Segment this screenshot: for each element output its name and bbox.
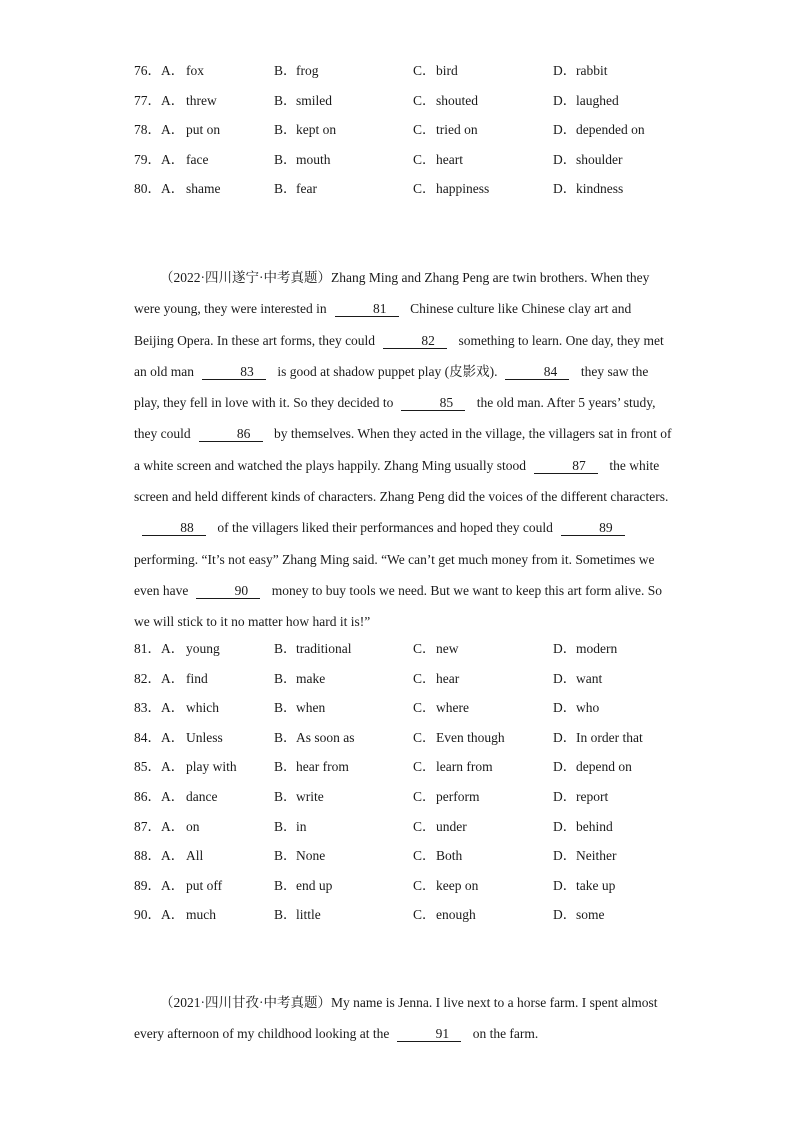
option-c: hear [436, 670, 460, 686]
option-c-label: C． [413, 641, 436, 656]
passage-2021-ganzi [134, 987, 674, 1050]
option-b-label: B． [274, 670, 297, 686]
option-d: modern [576, 641, 618, 656]
passage-text [134, 262, 674, 638]
question-row [0, 752, 800, 782]
blank-81: 81 [335, 301, 399, 317]
question-row [0, 812, 800, 842]
question-number: 90．A． [134, 907, 185, 923]
question-number: 77．A． [134, 92, 185, 108]
option-a: put off [186, 877, 223, 893]
option-d: take up [576, 877, 616, 893]
question-row [0, 664, 800, 694]
option-b: when [296, 700, 326, 716]
question-number: 78．A． [134, 122, 185, 138]
question-row [0, 693, 800, 723]
blank-84: 84 [505, 364, 569, 380]
question-row [0, 145, 800, 175]
question-row [0, 86, 800, 116]
option-d-label: D． [553, 818, 577, 834]
option-b-label: B． [274, 789, 297, 804]
option-c-label: C． [413, 877, 436, 893]
option-c-label: C． [413, 789, 436, 804]
option-d: laughed [576, 92, 619, 108]
option-b-label: B． [274, 818, 297, 834]
option-b-label: B． [274, 759, 297, 775]
question-number: 84．A． [134, 729, 185, 745]
option-d-label: D． [553, 92, 577, 108]
option-c: under [436, 818, 467, 834]
option-d: shoulder [576, 151, 623, 167]
option-d: Neither [576, 848, 617, 864]
question-row [0, 782, 800, 812]
option-b-label: B． [274, 92, 297, 108]
question-number: 85．A． [134, 759, 185, 775]
passage-sentence: on the farm. [469, 1026, 539, 1042]
option-a: on [186, 818, 200, 834]
question-row [0, 900, 800, 930]
question-number: 80．A． [134, 181, 185, 197]
option-c-label: C． [413, 122, 436, 138]
option-d: some [576, 907, 605, 923]
option-a: shame [186, 181, 221, 197]
passage-sentence: is good at shadow puppet play (皮影戏). [274, 363, 498, 379]
question-row [0, 56, 800, 86]
blank-91: 91 [397, 1026, 461, 1042]
option-d-label: D． [553, 151, 577, 167]
option-b: hear from [296, 759, 349, 775]
question-row [0, 115, 800, 145]
option-c: tried on [436, 122, 478, 138]
option-b-label: B． [274, 848, 297, 864]
passage-sentence: Zhang Ming and Zhang Peng are twin brothers. When they were young, they were interested in [134, 270, 650, 317]
option-a: threw [186, 92, 217, 108]
passage-sentence: performing. “It’s not easy” Zhang Ming said. “We can’t get much money from it. Sometimes we even have [134, 551, 655, 598]
option-d: want [576, 670, 603, 686]
passage-sentence: of the villagers liked their performances and hoped they could [214, 520, 553, 536]
question-number: 88．A． [134, 848, 185, 864]
option-b: smiled [296, 92, 332, 108]
option-d: behind [576, 818, 613, 834]
option-c: new [436, 641, 459, 656]
option-d-label: D． [553, 641, 577, 656]
option-d: kindness [576, 181, 624, 197]
option-d-label: D． [553, 181, 577, 197]
option-b: little [296, 907, 321, 923]
option-c-label: C． [413, 759, 436, 775]
option-c: Even though [436, 729, 505, 745]
blank-89: 89 [561, 520, 625, 536]
question-row [0, 174, 800, 204]
question-row [0, 723, 800, 753]
option-c-label: C． [413, 729, 436, 745]
source-label: （2022·四川遂宁·中考真题） [160, 270, 331, 285]
option-a: Unless [186, 729, 223, 745]
passage-sentence: Chinese culture like Chinese clay art and Beijing Opera. In these art forms, they could [134, 301, 632, 348]
option-b-label: B． [274, 729, 297, 745]
passage-sentence: they saw the play, they fell in love with it. So they decided to [134, 363, 649, 411]
option-c-label: C． [413, 151, 436, 167]
option-c-label: C． [413, 670, 436, 686]
option-d: who [576, 700, 600, 716]
blank-90: 90 [196, 583, 260, 599]
option-b-label: B． [274, 151, 297, 167]
option-d-label: D． [553, 63, 577, 78]
option-d: report [576, 789, 609, 804]
option-d-label: D． [553, 877, 577, 893]
blank-87: 87 [534, 458, 598, 474]
option-b: end up [296, 877, 333, 893]
question-row [0, 871, 800, 901]
question-number: 82．A． [134, 670, 185, 686]
option-a: All [186, 848, 204, 864]
option-b: write [296, 789, 324, 804]
option-b-label: B． [274, 181, 297, 197]
passage-sentence: money to buy tools we need. But we want to keep this art form alive. So we will stick to it no matter how hard it is!” [134, 582, 663, 630]
question-number: 83．A． [134, 700, 185, 716]
question-number: 86．A． [134, 789, 185, 804]
option-d-label: D． [553, 122, 577, 138]
passage-2022-suining [134, 262, 674, 638]
option-b: frog [296, 63, 319, 78]
question-number: 76．A． [134, 63, 185, 78]
option-c: enough [436, 907, 476, 923]
option-d: rabbit [576, 63, 608, 78]
question-row [0, 841, 800, 871]
option-d-label: D． [553, 729, 577, 745]
passage-text [134, 987, 674, 1050]
option-b: make [296, 670, 326, 686]
option-b-label: B． [274, 122, 297, 138]
option-a: much [186, 907, 216, 923]
option-c-label: C． [413, 92, 436, 108]
option-a: play with [186, 759, 237, 775]
option-d: In order that [576, 729, 643, 745]
option-c: where [436, 700, 469, 716]
option-d-label: D． [553, 700, 577, 716]
option-c: Both [436, 848, 463, 864]
option-c-label: C． [413, 63, 436, 78]
option-b-label: B． [274, 700, 297, 716]
option-a: young [186, 641, 220, 656]
option-b: None [296, 848, 326, 864]
option-c: learn from [436, 759, 493, 775]
passage-sentence: by themselves. When they acted in the village, the villagers sat in front of a white screen and watched the plays happily. Zhang Ming usually stood [134, 426, 672, 473]
option-d: depend on [576, 759, 632, 775]
option-b: As soon as [296, 729, 355, 745]
option-d-label: D． [553, 789, 577, 804]
blank-82: 82 [383, 333, 447, 349]
question-number: 79．A． [134, 151, 185, 167]
option-b: traditional [296, 641, 352, 656]
question-row [0, 634, 800, 664]
option-d-label: D． [553, 759, 577, 775]
option-c-label: C． [413, 181, 436, 197]
blank-83: 83 [202, 364, 266, 380]
passage-sentence: My name is Jenna. I live next to a horse farm. I spent almost every afternoon of my childhood looking at the [134, 995, 658, 1042]
source-label: （2021·四川甘孜·中考真题） [160, 995, 331, 1010]
option-a: find [186, 670, 208, 686]
option-a: face [186, 151, 209, 167]
option-c: perform [436, 789, 480, 804]
question-number: 87．A． [134, 818, 185, 834]
option-b-label: B． [274, 63, 297, 78]
option-b: mouth [296, 151, 331, 167]
option-d-label: D． [553, 848, 577, 864]
option-b-label: B． [274, 907, 297, 923]
option-a: which [186, 700, 219, 716]
option-c: shouted [436, 92, 478, 108]
option-c: keep on [436, 877, 479, 893]
option-c-label: C． [413, 848, 436, 864]
option-a: put on [186, 122, 221, 138]
question-number: 89．A． [134, 877, 185, 893]
option-b: in [296, 818, 307, 834]
option-d: depended on [576, 122, 645, 138]
option-d-label: D． [553, 670, 577, 686]
blank-88: 88 [142, 520, 206, 536]
blank-86: 86 [199, 426, 263, 442]
option-a: fox [186, 63, 204, 78]
option-d-label: D． [553, 907, 577, 923]
option-c-label: C． [413, 907, 436, 923]
question-number: 81．A． [134, 641, 185, 656]
option-c: bird [436, 63, 458, 78]
blank-85: 85 [401, 395, 465, 411]
option-a: dance [186, 789, 218, 804]
passage-sentence: the white screen and held different kinds of characters. Zhang Peng did the voices of the different characters. [134, 457, 669, 505]
passage-sentence: something to learn. One day, they met an old man [134, 332, 664, 379]
option-c: happiness [436, 181, 490, 197]
passage-sentence: the old man. After 5 years’ study, they could [134, 395, 656, 442]
option-c-label: C． [413, 700, 436, 716]
option-b-label: B． [274, 641, 297, 656]
option-b-label: B． [274, 877, 297, 893]
option-c: heart [436, 151, 463, 167]
option-b: fear [296, 181, 317, 197]
option-b: kept on [296, 122, 337, 138]
option-c-label: C． [413, 818, 436, 834]
